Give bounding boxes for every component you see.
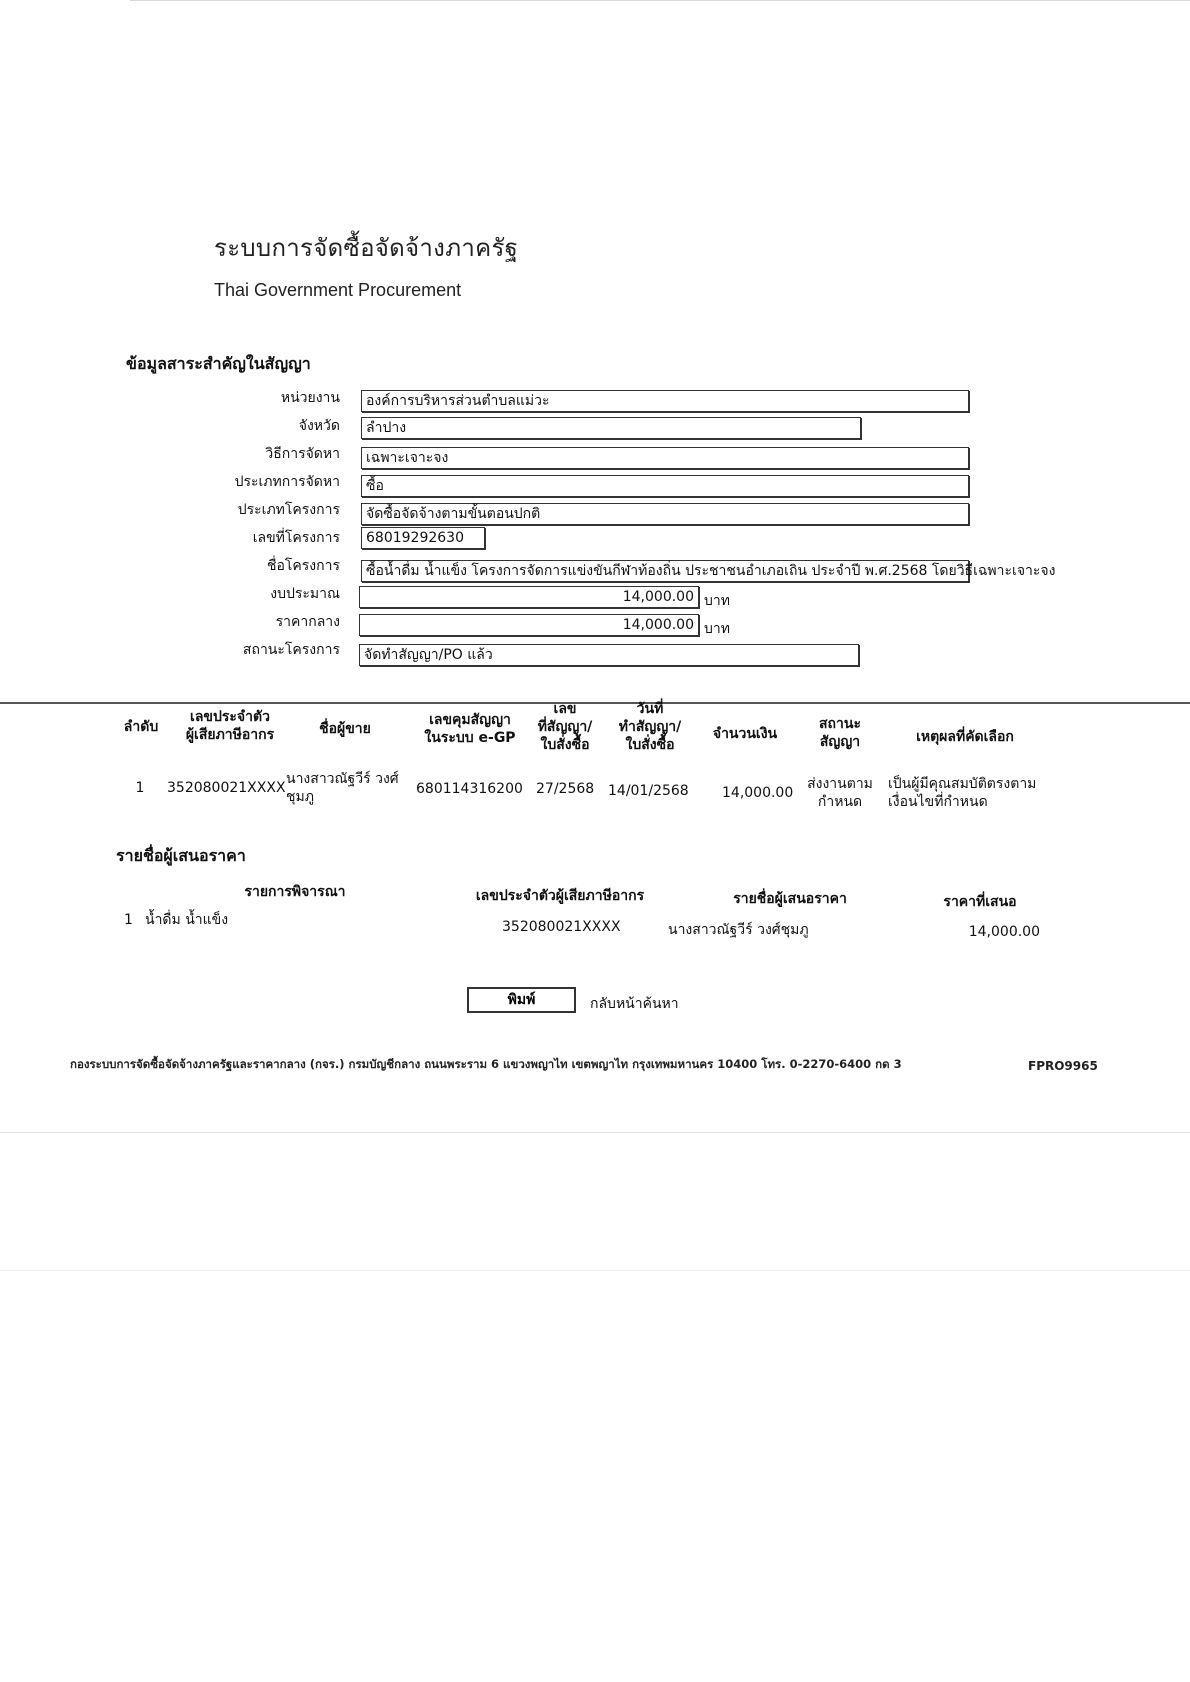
print-button[interactable]: พิมพ์	[467, 987, 576, 1013]
project-no-field: 68019292630	[361, 527, 485, 549]
median-price-field: 14,000.00	[359, 614, 699, 636]
bidder-row-name: นางสาวณัฐวีร์ วงศ์ชุมภู	[668, 922, 809, 938]
row-seq: 1	[135, 780, 145, 796]
row-vendor: นางสาวณัฐวีร์ วงศ์ ชุมภู	[286, 771, 399, 805]
project-type-label: ประเภทโครงการ	[237, 502, 340, 518]
th-amount: จำนวนเงิน	[712, 726, 778, 742]
project-name-field: ซื้อน้ำดื่ม น้ำแข็ง โครงการจัดการแข่งขันกีฬาท้องถิ่น ประชาชนอำเภอเถิน ประจำปี พ.ศ.2568 โดยวิธีเฉพาะเจาะจง	[361, 560, 969, 582]
th-bidder-tax-id: เลขประจำตัวผู้เสียภาษีอากร	[475, 888, 645, 904]
province-field: ลำปาง	[361, 417, 861, 439]
bottom-divider	[0, 1132, 1190, 1133]
page-title-en: Thai Government Procurement	[214, 280, 462, 300]
procurement-type-field: ซื้อ	[361, 475, 969, 497]
th-item: รายการพิจารณา	[244, 884, 346, 900]
budget-field: 14,000.00	[359, 586, 699, 608]
th-reason: เหตุผลที่คัดเลือก	[916, 729, 1014, 745]
row-status: ส่งงานตาม กำหนด	[807, 776, 873, 810]
bidder-row-price: 14,000.00	[968, 924, 1040, 940]
row-reason: เป็นผู้มีคุณสมบัติตรงตาม เงื่อนไขที่กำหนด	[888, 776, 1037, 810]
procurement-type-label: ประเภทการจัดหา	[234, 474, 340, 490]
row-amount: 14,000.00	[722, 785, 794, 801]
top-divider	[130, 0, 1190, 1]
th-tax-id: เลขประจำตัว ผู้เสียภาษีอากร	[185, 709, 275, 743]
back-to-search-link[interactable]: กลับหน้าค้นหา	[590, 996, 679, 1012]
row-tax-id: 352080021XXXX	[167, 780, 286, 796]
bottom-divider-faint	[0, 1270, 1190, 1271]
th-bidder: รายชื่อผู้เสนอราคา	[733, 891, 847, 907]
method-field: เฉพาะเจาะจง	[361, 447, 969, 469]
status-field: จัดทำสัญญา/PO แล้ว	[359, 644, 859, 666]
agency-field: องค์การบริหารส่วนตำบลแม่วะ	[361, 390, 969, 412]
form-code: FPRO9965	[1028, 1059, 1098, 1073]
page-title-th: ระบบการจัดซื้อจัดจ้างภาครัฐ	[214, 234, 519, 262]
bidder-row-tax-id: 352080021XXXX	[502, 919, 621, 935]
th-contract-date: วันที่ ทำสัญญา/ ใบสั่งซื้อ	[618, 701, 682, 753]
status-label: สถานะโครงการ	[242, 642, 340, 658]
th-price: ราคาที่เสนอ	[943, 894, 1017, 910]
row-contract-date: 14/01/2568	[608, 783, 689, 799]
budget-label: งบประมาณ	[270, 586, 340, 602]
contract-info-title: ข้อมูลสาระสำคัญในสัญญา	[126, 354, 311, 373]
project-no-label: เลขที่โครงการ	[252, 530, 340, 546]
project-type-field: จัดซื้อจัดจ้างตามขั้นตอนปกติ	[361, 503, 969, 525]
bidders-title: รายชื่อผู้เสนอราคา	[116, 846, 246, 865]
row-egp-no: 680114316200	[416, 781, 523, 797]
th-vendor: ชื่อผู้ขาย	[319, 721, 371, 737]
bidder-row-seq: 1	[124, 912, 133, 928]
th-contract-no: เลข ที่สัญญา/ ใบสั่งซื้อ	[537, 701, 593, 753]
th-seq: ลำดับ	[123, 719, 159, 735]
th-egp-no: เลขคุมสัญญา ในระบบ e-GP	[424, 712, 516, 746]
footer-address: กองระบบการจัดซื้อจัดจ้างภาครัฐและราคากลาง (กจร.) กรมบัญชีกลาง ถนนพระราม 6 แขวงพญาไท เขตพญาไท กรุงเทพมหานคร 10400 โทร. 0-2270-6400 กด 3	[70, 1057, 902, 1071]
row-contract-no: 27/2568	[536, 781, 595, 797]
median-price-label: ราคากลาง	[275, 614, 340, 630]
agency-label: หน่วยงาน	[280, 390, 340, 406]
th-status: สถานะ สัญญา	[819, 716, 861, 750]
bidder-row-item: น้ำดื่ม น้ำแข็ง	[145, 912, 229, 928]
project-name-label: ชื่อโครงการ	[266, 558, 340, 574]
province-label: จังหวัด	[298, 418, 340, 434]
median-price-unit: บาท	[704, 621, 730, 637]
budget-unit: บาท	[704, 593, 730, 609]
method-label: วิธีการจัดหา	[265, 446, 340, 462]
